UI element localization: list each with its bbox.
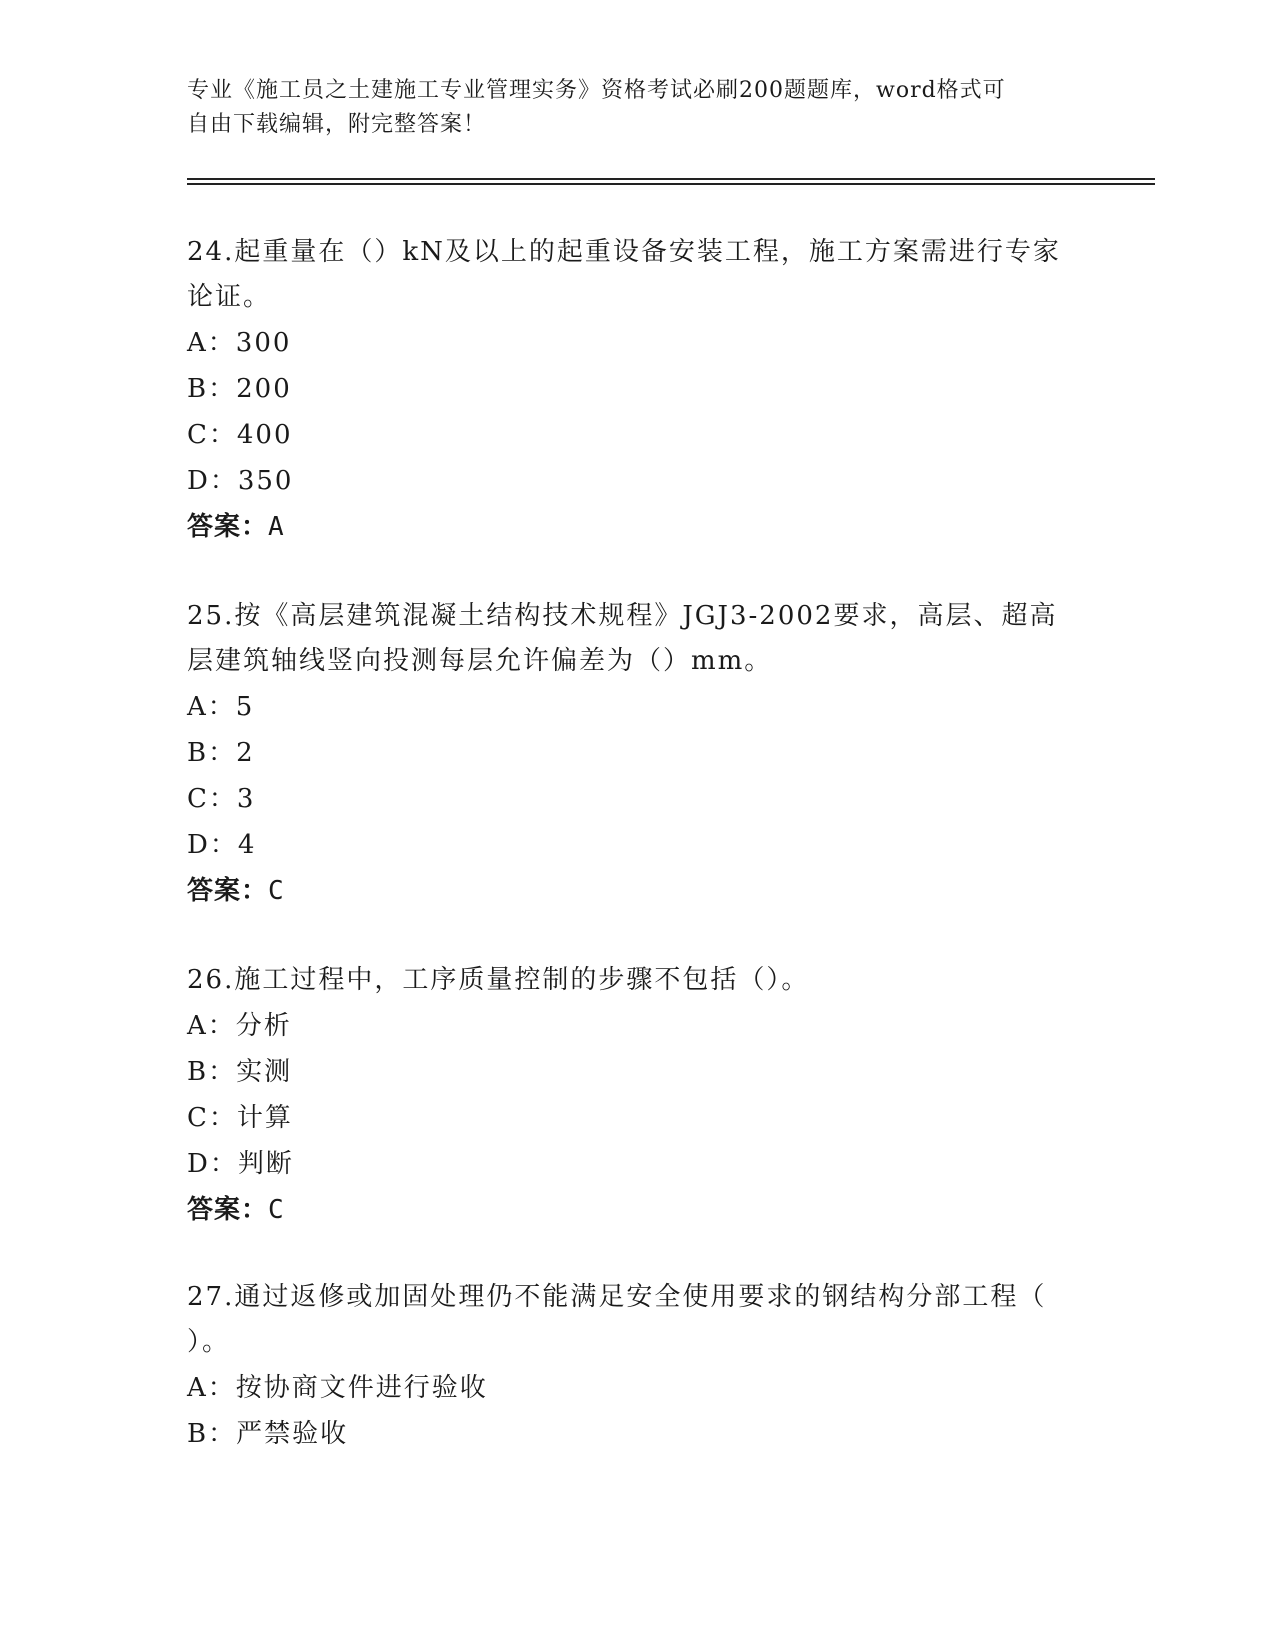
option-b: B：实测 bbox=[187, 1057, 293, 1087]
question-24 bbox=[187, 230, 1087, 550]
question-stem-line: 25.按《高层建筑混凝土结构技术规程》JGJ3-2002要求，高层、超高 bbox=[187, 601, 1058, 631]
answer-label: 答案： bbox=[187, 876, 269, 906]
header-divider-bottom bbox=[187, 183, 1155, 185]
option-a: A：5 bbox=[187, 692, 255, 722]
answer-line bbox=[187, 1187, 1087, 1233]
option-c: C：3 bbox=[187, 784, 256, 814]
option-b: B：200 bbox=[187, 374, 292, 404]
answer-line bbox=[187, 868, 1087, 914]
option-a: A：按协商文件进行验收 bbox=[187, 1373, 488, 1403]
question-stem bbox=[187, 1275, 1087, 1365]
document-header bbox=[187, 74, 1087, 142]
answer-label: 答案： bbox=[187, 512, 269, 542]
question-stem bbox=[187, 958, 1087, 1003]
header-line-2: 自由下载编辑，附完整答案！ bbox=[187, 112, 487, 137]
answer-value: C bbox=[268, 1195, 285, 1225]
question-stem-line: 层建筑轴线竖向投测每层允许偏差为（）mm。 bbox=[187, 646, 773, 676]
question-27 bbox=[187, 1275, 1087, 1457]
question-stem-line: 26.施工过程中，工序质量控制的步骤不包括（）。 bbox=[187, 965, 810, 995]
question-stem bbox=[187, 230, 1087, 320]
option-d: D：判断 bbox=[187, 1149, 294, 1179]
question-stem-line: ）。 bbox=[187, 1327, 231, 1357]
answer-value: A bbox=[268, 512, 285, 542]
option-d: D：350 bbox=[187, 466, 294, 496]
option-c: C：计算 bbox=[187, 1103, 293, 1133]
option-b: B：2 bbox=[187, 738, 255, 768]
answer-label: 答案： bbox=[187, 1195, 269, 1225]
option-a: A：分析 bbox=[187, 1011, 292, 1041]
question-25 bbox=[187, 594, 1087, 914]
question-stem-line: 27.通过返修或加固处理仍不能满足安全使用要求的钢结构分部工程（ bbox=[187, 1282, 1047, 1312]
question-stem bbox=[187, 594, 1087, 684]
header-divider-top bbox=[187, 178, 1155, 180]
header-line-1: 专业《施工员之土建施工专业管理实务》资格考试必刷200题题库，word格式可 bbox=[187, 78, 1006, 103]
answer-line bbox=[187, 504, 1087, 550]
question-stem-line: 24.起重量在（）kN及以上的起重设备安装工程，施工方案需进行专家 bbox=[187, 237, 1061, 267]
option-d: D：4 bbox=[187, 830, 257, 860]
option-b: B：严禁验收 bbox=[187, 1419, 349, 1449]
answer-value: C bbox=[268, 876, 285, 906]
question-stem-line: 论证。 bbox=[187, 282, 272, 312]
question-26 bbox=[187, 958, 1087, 1233]
option-a: A：300 bbox=[187, 328, 292, 358]
option-c: C：400 bbox=[187, 420, 293, 450]
